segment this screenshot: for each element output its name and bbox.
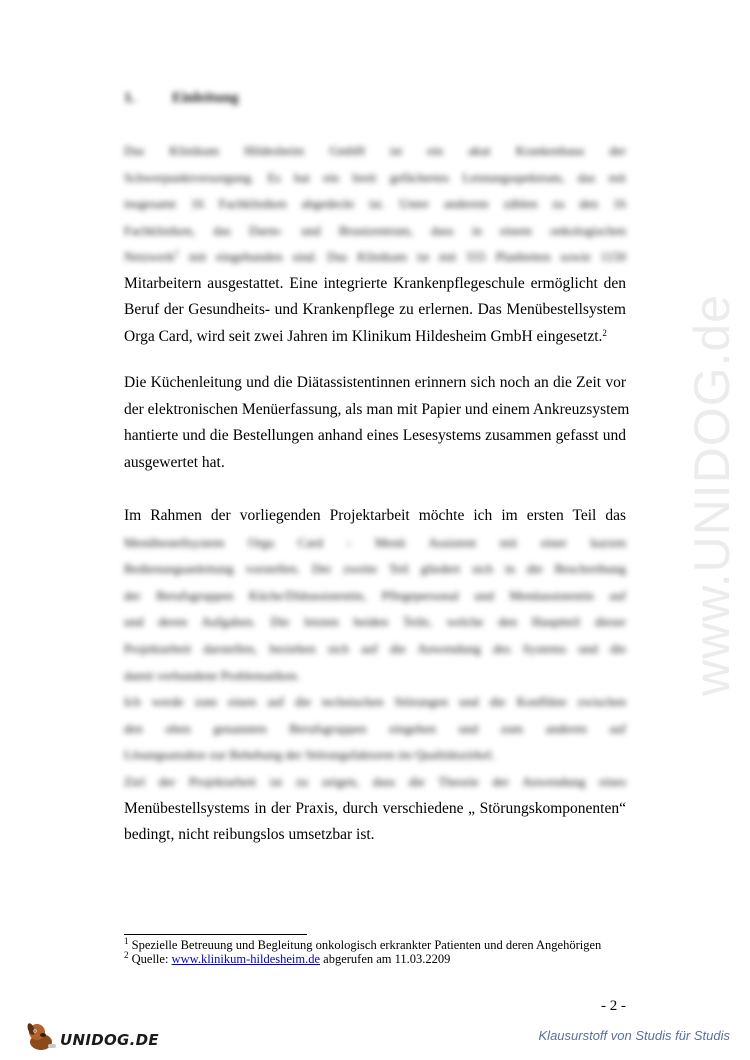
text-line: Fachkliniken, das Darm- und Brustzentrum, dass in einem onkologischen <box>124 222 626 238</box>
footnote-1 <box>124 938 601 952</box>
text-line: Im Rahmen der vorliegenden Projektarbeit möchte ich im ersten Teil das <box>124 507 626 524</box>
dog-icon <box>24 1020 58 1052</box>
text-line: Beruf der Gesundheits- und Krankenpflege zu erlernen. Das Menübestellsystem <box>124 301 626 318</box>
footnote-marker: 2 <box>602 327 607 338</box>
paragraph-history <box>124 370 630 476</box>
text-fragment: mit eingebunden sind. Das Klinikum ist mit 555 Planbetten sowie 1150 <box>179 249 626 264</box>
footnote-number: 1 <box>124 936 129 946</box>
text-line: Schwerpunktversorgung. Es hat ein breit gefächertes Leistungsspektrum, das mit <box>124 169 626 185</box>
paragraph-scope <box>124 503 626 849</box>
footnote-text: abgerufen am 11.03.2209 <box>320 952 451 966</box>
section-number: 1. <box>124 90 136 106</box>
slogan: Klausurstoff von Studis für Studis <box>538 1028 730 1043</box>
text-line: Bedienungsanleitung vorstellen. Der zweite Teil gliedert sich in die Beschreibung <box>124 561 626 577</box>
text-line <box>124 244 626 271</box>
watermark: www.UNIDOG.de <box>684 294 740 696</box>
footnotes <box>124 938 601 966</box>
logo-text: UNIDOG.DE <box>60 1031 159 1049</box>
text-line: Mitarbeitern ausgestattet. Eine integrierte Krankenpflegeschule ermöglicht den <box>124 274 626 292</box>
text-line: hantierte und die Bestellungen anhand eines Lesesystems zusammen gefasst und <box>124 427 626 444</box>
text-line: ausgewertet hat. <box>124 453 225 471</box>
text-line: damit verbundene Problematiken. <box>124 667 300 683</box>
text-line: den oben genannten Berufsgruppen eingehen und zum anderen auf <box>124 720 626 736</box>
section-heading <box>124 90 239 107</box>
unidog-logo <box>24 1020 164 1052</box>
footnote-2 <box>124 952 601 966</box>
text-line <box>124 324 626 351</box>
footnote-marker: 1 <box>174 248 180 258</box>
text-line: Projektarbeit darstellen, beziehen sich auf die Anwendung des Systems und die <box>124 640 626 656</box>
text-line: Menübestellsystem Orga Card - Menü Assistent mit einer kurzen <box>124 534 626 550</box>
source-link[interactable]: www.klinikum-hildesheim.de <box>171 952 321 966</box>
text-line: Menübestellsystems in der Praxis, durch verschiedene „ Störungskomponenten“ <box>124 799 626 817</box>
text-fragment: Netzwerk <box>124 249 175 264</box>
text-line: der elektronischen Menüerfassung, als man mit Papier und einem Ankreuzsystem <box>124 400 630 418</box>
section-title: Einleitung <box>172 90 239 106</box>
text-fragment: Orga Card, wird seit zwei Jahren im Klinikum Hildesheim GmbH eingesetzt. <box>124 327 603 345</box>
text-line: Ich werde zum einen auf die technischen Störungen und die Konflikte zwischen <box>124 694 626 710</box>
text-line: Lösungsansätze zur Behebung der Störungsfaktoren im Qualitätszirkel. <box>124 747 495 763</box>
text-line: insgesamt 16 Fachkliniken abgedeckt ist. Unter anderem zählen zu den 16 <box>124 196 626 211</box>
text-line: Das Klinikum Hildesheim GmbH ist ein akut Krankenhaus der <box>124 143 626 158</box>
text-line: bedingt, nicht reibungslos umsetzbar ist. <box>124 826 375 844</box>
text-line: Ziel der Projektarbeit ist zu zeigen, dass die Theorie der Anwendung eines <box>124 773 626 789</box>
footnote-number: 2 <box>124 950 129 960</box>
text-line: der Berufsgruppen Küche/Diätassistentin, Pflegepersonal und Menüassistentin auf <box>124 587 626 603</box>
text-line: und deren Aufgaben. Die letzten beiden Teile, welche den Hauptteil dieser <box>124 614 626 630</box>
footnote-text: Quelle: <box>131 952 172 966</box>
text-line: Die Küchenleitung und die Diätassistentinnen erinnern sich noch an die Zeit vor <box>124 374 626 391</box>
page-number: - 2 - <box>601 998 626 1014</box>
footnote-divider <box>124 934 307 935</box>
paragraph-intro <box>124 138 626 350</box>
footnote-text: Spezielle Betreuung und Begleitung onkologisch erkrankter Patienten und deren Angehörigen <box>131 938 602 952</box>
